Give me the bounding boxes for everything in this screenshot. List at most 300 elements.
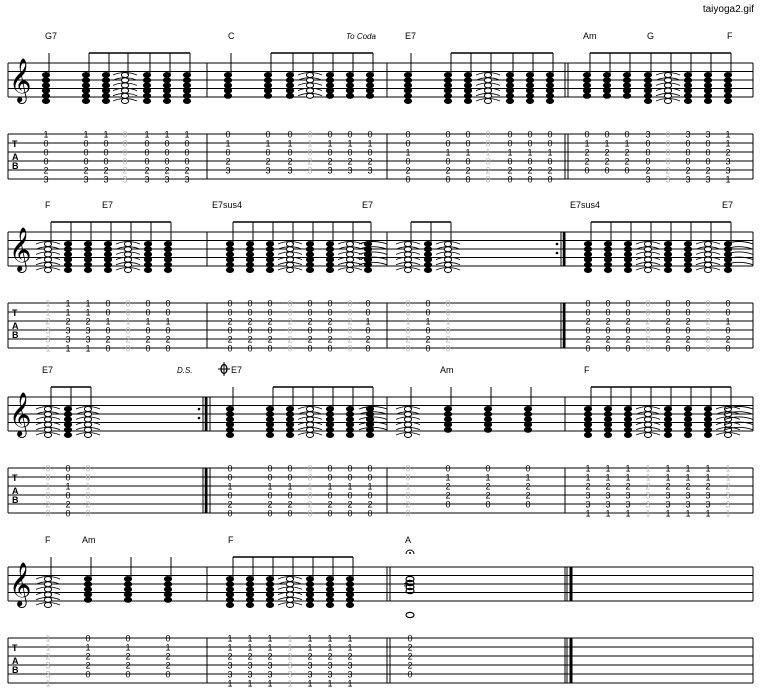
fret-number: 1 — [485, 147, 491, 158]
fret-number: 0 — [624, 129, 630, 140]
fret-number: 1 — [287, 678, 293, 689]
fret-number: 2 — [405, 499, 411, 510]
chord-name: A — [405, 535, 412, 545]
chord-column — [656, 53, 680, 185]
fret-number: 0 — [43, 156, 49, 167]
chord-column — [266, 387, 273, 519]
fret-number: 2 — [407, 660, 413, 671]
chord-column — [664, 387, 671, 519]
fret-number: 0 — [125, 633, 131, 644]
fret-number: 1 — [665, 472, 671, 483]
fret-number: 0 — [485, 156, 491, 167]
fret-number: 0 — [227, 307, 233, 318]
fret-number: 1 — [287, 138, 293, 149]
fret-number: 0 — [125, 669, 131, 680]
fret-number: 0 — [605, 307, 611, 318]
fret-number: 0 — [267, 325, 273, 336]
fret-number: 2 — [165, 651, 171, 662]
fret-number: 0 — [507, 156, 513, 167]
chord-column — [684, 222, 691, 354]
fret-number: 1 — [287, 642, 293, 653]
fret-number: 0 — [425, 298, 431, 309]
fret-number: 1 — [165, 316, 171, 327]
chord-column — [286, 387, 293, 519]
fret-number: 0 — [287, 129, 293, 140]
chord-column — [183, 53, 190, 185]
fret-number: 0 — [267, 307, 273, 318]
fret-number: 0 — [347, 147, 353, 158]
chord-column — [326, 387, 333, 519]
fret-number: 0 — [405, 490, 411, 501]
chord-column — [338, 222, 362, 354]
fret-number: 0 — [405, 508, 411, 519]
chord-name: Am — [82, 535, 96, 545]
fret-number: 0 — [83, 156, 89, 167]
fret-number: 2 — [307, 156, 313, 167]
tab-letter-b: B — [12, 161, 19, 171]
fret-number: 2 — [705, 316, 711, 327]
fret-number: 0 — [685, 325, 691, 336]
fret-number: 2 — [85, 499, 91, 510]
fret-number: 0 — [527, 129, 533, 140]
fret-number: 1 — [465, 147, 471, 158]
fret-number: 1 — [604, 138, 610, 149]
fret-number: 0 — [287, 307, 293, 318]
fret-number: 0 — [307, 325, 313, 336]
fret-number: 3 — [685, 174, 691, 185]
fret-number: 2 — [527, 165, 533, 176]
chord-column — [143, 53, 150, 185]
fret-number: 1 — [247, 678, 253, 689]
fret-number: 0 — [445, 463, 451, 474]
fret-number: 0 — [547, 174, 553, 185]
fret-number: 2 — [347, 334, 353, 345]
fret-number: 0 — [645, 325, 651, 336]
chord-column — [624, 222, 631, 354]
fret-number: 0 — [307, 490, 313, 501]
fret-number: 1 — [624, 138, 630, 149]
fret-number: 1 — [645, 463, 651, 474]
fret-number: 0 — [347, 325, 353, 336]
fret-number: 3 — [227, 660, 233, 671]
fret-number: 3 — [307, 660, 313, 671]
fret-number: 0 — [584, 165, 590, 176]
fret-number: 1 — [45, 678, 51, 689]
fret-number: 1 — [287, 633, 293, 644]
fret-number: 0 — [625, 298, 631, 309]
fret-number: 0 — [407, 633, 413, 644]
fret-number: 3 — [685, 490, 691, 501]
fret-number: 0 — [485, 463, 491, 474]
fret-number: 0 — [665, 298, 671, 309]
fret-number: 3 — [85, 334, 91, 345]
fret-number: 3 — [347, 669, 353, 680]
chord-column — [36, 222, 60, 354]
fret-number: 3 — [307, 165, 313, 176]
fret-number: 1 — [144, 129, 150, 140]
fret-number: 0 — [725, 307, 731, 318]
fret-number: 1 — [367, 481, 373, 492]
fret-number: 2 — [267, 499, 273, 510]
fret-number: 0 — [85, 463, 91, 474]
fret-number: 0 — [585, 325, 591, 336]
fret-number: 2 — [327, 316, 333, 327]
fret-number: 2 — [665, 316, 671, 327]
fret-number: 0 — [327, 298, 333, 309]
fret-number: 3 — [705, 490, 711, 501]
fret-number: 0 — [367, 147, 373, 158]
fret-number: 1 — [227, 633, 233, 644]
treble-clef-icon: 𝄞 — [9, 60, 32, 102]
fret-number: 3 — [347, 660, 353, 671]
treble-clef-icon: 𝄞 — [9, 564, 32, 606]
fret-number: 1 — [225, 138, 231, 149]
fret-number: 0 — [347, 129, 353, 140]
chord-column — [526, 53, 533, 185]
repeat-dot — [198, 417, 201, 420]
fret-number: 3 — [327, 165, 333, 176]
fret-number: 0 — [585, 298, 591, 309]
fret-number: 0 — [225, 129, 231, 140]
fret-number: 0 — [585, 343, 591, 354]
fret-number: 3 — [725, 490, 731, 501]
fret-number: 0 — [144, 156, 150, 167]
fret-number: 0 — [65, 508, 71, 519]
fret-number: 0 — [445, 156, 451, 167]
fret-number: 0 — [85, 633, 91, 644]
fret-number: 0 — [45, 508, 51, 519]
fret-number: 2 — [367, 499, 373, 510]
tab-letter-t: T — [12, 643, 18, 653]
fret-number: 3 — [645, 490, 651, 501]
fret-number: 1 — [584, 138, 590, 149]
fret-number: 0 — [645, 343, 651, 354]
fret-number: 1 — [165, 642, 171, 653]
fret-number: 1 — [45, 642, 51, 653]
fret-number: 0 — [227, 343, 233, 354]
fret-number: 1 — [85, 642, 91, 653]
fret-number: 1 — [725, 316, 731, 327]
fret-number: 2 — [605, 334, 611, 345]
fret-number: 0 — [547, 138, 553, 149]
fret-number: 0 — [85, 490, 91, 501]
fret-number: 2 — [485, 490, 491, 501]
fret-number: 1 — [307, 633, 313, 644]
fret-number: 0 — [624, 165, 630, 176]
fret-number: 1 — [145, 316, 151, 327]
fret-number: 0 — [144, 147, 150, 158]
fret-number: 0 — [247, 325, 253, 336]
chord-column — [164, 222, 171, 354]
fret-number: 2 — [125, 334, 131, 345]
fret-number: 0 — [347, 472, 353, 483]
chord-name: E7 — [362, 200, 374, 210]
fret-number: 0 — [267, 463, 273, 474]
performance-mark: D.S. — [177, 366, 193, 375]
fret-number: 3 — [45, 334, 51, 345]
tab-letter-a: A — [12, 656, 19, 666]
fret-number: 0 — [227, 298, 233, 309]
fret-number: 2 — [485, 165, 491, 176]
chord-column — [624, 387, 631, 519]
fret-number: 2 — [307, 316, 313, 327]
fret-number: 3 — [327, 669, 333, 680]
fret-number: 0 — [525, 463, 531, 474]
fret-number: 3 — [585, 499, 591, 510]
fret-number: 2 — [165, 660, 171, 671]
chord-column — [246, 222, 253, 354]
fret-number: 3 — [347, 165, 353, 176]
fret-number: 0 — [445, 138, 451, 149]
fret-number: 0 — [365, 307, 371, 318]
fret-number: 0 — [105, 325, 111, 336]
fret-number: 1 — [725, 138, 731, 149]
chord-column — [226, 387, 233, 519]
fret-number: 1 — [445, 316, 451, 327]
fret-number: 0 — [425, 343, 431, 354]
fret-number: 0 — [165, 669, 171, 680]
chord-column — [278, 557, 302, 689]
fret-number: 0 — [125, 325, 131, 336]
chord-column — [82, 53, 89, 185]
chord-name: Am — [440, 365, 454, 375]
fret-number: 2 — [287, 156, 293, 167]
fret-number: 1 — [43, 129, 49, 140]
fret-number: 3 — [43, 174, 49, 185]
fermata-icon — [406, 550, 414, 554]
fret-number: 2 — [665, 165, 671, 176]
fret-number: 3 — [45, 660, 51, 671]
chord-column — [506, 53, 513, 185]
fret-number: 1 — [287, 481, 293, 492]
fret-number: 3 — [287, 660, 293, 671]
tab-letter-b: B — [12, 665, 19, 675]
fret-number: 1 — [685, 463, 691, 474]
fret-number: 0 — [307, 472, 313, 483]
fret-number: 0 — [405, 156, 411, 167]
fret-number: 2 — [267, 316, 273, 327]
fret-number: 1 — [227, 678, 233, 689]
fret-number: 0 — [625, 325, 631, 336]
fret-number: 2 — [465, 165, 471, 176]
fret-number: 1 — [307, 481, 313, 492]
chord-column — [636, 222, 660, 354]
fret-number: 0 — [527, 138, 533, 149]
fret-number: 0 — [665, 325, 671, 336]
chord-name: E7 — [231, 365, 243, 375]
fret-number: 2 — [247, 316, 253, 327]
fret-number: 0 — [307, 463, 313, 474]
fret-number: 0 — [665, 156, 671, 167]
fret-number: 0 — [287, 147, 293, 158]
fret-number: 0 — [267, 508, 273, 519]
fret-number: 0 — [645, 298, 651, 309]
fret-number: 1 — [327, 138, 333, 149]
fret-number: 0 — [347, 490, 353, 501]
fret-number: 0 — [445, 298, 451, 309]
fret-number: 0 — [287, 463, 293, 474]
fret-number: 0 — [267, 490, 273, 501]
fret-number: 2 — [145, 334, 151, 345]
fret-number: 0 — [83, 147, 89, 158]
chord-column — [584, 387, 591, 519]
fret-number: 1 — [665, 463, 671, 474]
fret-number: 0 — [407, 669, 413, 680]
fret-number: 0 — [645, 138, 651, 149]
fret-number: 2 — [125, 651, 131, 662]
fret-number: 3 — [83, 174, 89, 185]
fret-number: 0 — [445, 174, 451, 185]
fret-number: 2 — [125, 660, 131, 671]
chord-name: F — [727, 31, 733, 41]
fret-number: 0 — [465, 156, 471, 167]
fret-number: 0 — [705, 325, 711, 336]
fret-number: 0 — [85, 669, 91, 680]
fret-number: 2 — [445, 481, 451, 492]
fret-number: 2 — [425, 334, 431, 345]
fret-number: 1 — [527, 147, 533, 158]
fret-number: 0 — [405, 472, 411, 483]
tab-letter-b: B — [12, 330, 19, 340]
fret-number: 2 — [604, 147, 610, 158]
tie — [359, 242, 387, 245]
fret-number: 1 — [227, 642, 233, 653]
fret-number: 2 — [287, 499, 293, 510]
fret-number: 0 — [327, 463, 333, 474]
fret-number: 0 — [645, 156, 651, 167]
fret-number: 2 — [227, 334, 233, 345]
fret-number: 0 — [685, 307, 691, 318]
fret-number: 0 — [705, 307, 711, 318]
fret-number: 1 — [685, 472, 691, 483]
chord-column — [64, 222, 71, 354]
fret-number: 0 — [327, 307, 333, 318]
file-name-label: taiyoga2.gif — [702, 4, 754, 15]
fret-number: 0 — [705, 138, 711, 149]
fret-number: 3 — [705, 129, 711, 140]
fret-number: 0 — [45, 472, 51, 483]
fret-number: 0 — [307, 508, 313, 519]
chord-column — [604, 222, 611, 354]
fret-number: 0 — [625, 307, 631, 318]
fret-number: 1 — [605, 463, 611, 474]
fret-number: 0 — [125, 343, 131, 354]
fret-number: 2 — [267, 651, 273, 662]
fret-number: 0 — [547, 156, 553, 167]
fret-number: 0 — [604, 165, 610, 176]
fret-number: 3 — [725, 499, 731, 510]
fret-number: 2 — [247, 334, 253, 345]
fret-number: 2 — [45, 651, 51, 662]
chord-name: E7 — [405, 31, 417, 41]
fret-number: 0 — [547, 129, 553, 140]
fret-number: 0 — [287, 325, 293, 336]
chord-name: G7 — [45, 31, 58, 41]
fret-number: 1 — [85, 343, 91, 354]
fret-number: 0 — [725, 343, 731, 354]
chord-name: E7sus4 — [212, 200, 243, 210]
fret-number: 1 — [645, 508, 651, 519]
fret-number: 0 — [307, 147, 313, 158]
fret-number: 3 — [327, 660, 333, 671]
fret-number: 0 — [122, 156, 128, 167]
fret-number: 2 — [445, 490, 451, 501]
fret-number: 3 — [45, 325, 51, 336]
fret-number: 0 — [365, 325, 371, 336]
fret-number: 1 — [83, 129, 89, 140]
chord-column — [64, 387, 71, 519]
fret-number: 0 — [247, 343, 253, 354]
fret-number: 1 — [45, 343, 51, 354]
chord-column — [226, 222, 233, 354]
fret-number: 2 — [85, 651, 91, 662]
fret-number: 0 — [665, 307, 671, 318]
fret-number: 1 — [365, 316, 371, 327]
fret-number: 2 — [547, 165, 553, 176]
fret-number: 0 — [465, 138, 471, 149]
chord-column — [298, 387, 322, 519]
fret-number: 1 — [347, 633, 353, 644]
fret-number: 0 — [605, 298, 611, 309]
fret-number: 0 — [405, 129, 411, 140]
fret-number: 2 — [227, 651, 233, 662]
fret-number: 0 — [367, 508, 373, 519]
fret-number: 3 — [645, 129, 651, 140]
fret-number: 3 — [122, 174, 128, 185]
fret-number: 1 — [247, 642, 253, 653]
chord-column — [76, 387, 100, 519]
fret-number: 0 — [164, 156, 170, 167]
chord-name: F — [584, 365, 590, 375]
fret-number: 0 — [122, 147, 128, 158]
fret-number: 2 — [347, 156, 353, 167]
chord-column — [684, 53, 691, 185]
fret-number: 1 — [547, 147, 553, 158]
fret-number: 0 — [43, 138, 49, 149]
fret-number: 0 — [65, 463, 71, 474]
fret-number: 1 — [65, 343, 71, 354]
fret-number: 0 — [103, 138, 109, 149]
fret-number: 0 — [604, 129, 610, 140]
fret-number: 1 — [347, 642, 353, 653]
fret-number: 2 — [665, 334, 671, 345]
fret-number: 2 — [184, 165, 190, 176]
chord-name: E7sus4 — [570, 200, 601, 210]
fret-number: 0 — [327, 343, 333, 354]
fret-number: 0 — [585, 307, 591, 318]
fret-number: 3 — [45, 669, 51, 680]
fret-number: 2 — [45, 316, 51, 327]
fret-number: 2 — [105, 334, 111, 345]
fret-number: 1 — [85, 298, 91, 309]
fret-number: 1 — [445, 472, 451, 483]
fret-number: 0 — [43, 147, 49, 158]
fret-number: 2 — [327, 651, 333, 662]
fret-number: 2 — [625, 316, 631, 327]
fret-number: 0 — [225, 147, 231, 158]
fret-number: 0 — [665, 129, 671, 140]
tab-letter-a: A — [12, 152, 19, 162]
fret-number: 0 — [445, 499, 451, 510]
fret-number: 1 — [105, 316, 111, 327]
chord-name: C — [228, 31, 235, 41]
chord-column — [396, 387, 420, 519]
fret-number: 0 — [105, 343, 111, 354]
chord-name: E7 — [102, 200, 114, 210]
treble-clef-icon: 𝄞 — [9, 394, 32, 436]
fret-number: 0 — [367, 472, 373, 483]
fret-number: 1 — [347, 138, 353, 149]
